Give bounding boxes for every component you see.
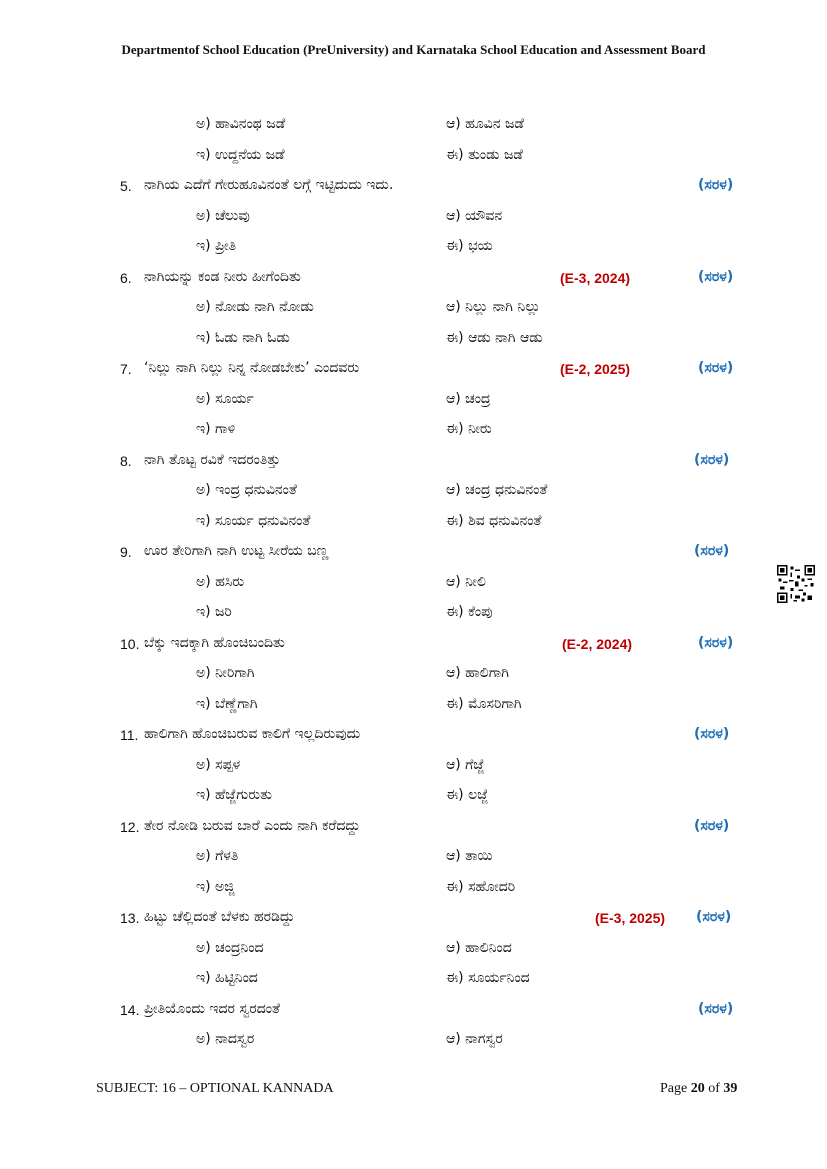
- option: ಅ) ನೀರಿಗಾಗಿ: [196, 665, 255, 681]
- question-text: ಹಿಟ್ಟು ಚೆಲ್ಲಿದಂತೆ ಬೆಳಕು ಹರಡಿದ್ದು: [144, 909, 295, 925]
- difficulty-level: (ಸರಳ): [698, 634, 734, 651]
- question-row: [120, 814, 760, 845]
- option: ಆ) ಗೆಜ್ಜೆ: [446, 756, 485, 773]
- option-row: [120, 1027, 760, 1058]
- option: ಇ) ಬೆಣ್ಣೆಗಾಗಿ: [196, 695, 258, 712]
- question-number: 8.: [120, 452, 132, 469]
- option-row: [120, 387, 760, 418]
- option: ಈ) ಕೆಂಪು: [446, 604, 493, 620]
- question-number: 11.: [120, 727, 139, 743]
- option: ಅ) ಇಂದ್ರ ಧನುವಿನಂತೆ: [196, 482, 297, 498]
- option: ಇ) ಜರಿ: [196, 604, 232, 620]
- question-number: 6.: [120, 269, 132, 286]
- exam-reference: (E-3, 2025): [595, 910, 666, 926]
- difficulty-level: (ಸರಳ): [694, 451, 730, 468]
- option-row: [120, 966, 760, 997]
- difficulty-level: (ಸರಳ): [698, 1000, 734, 1017]
- option-row: [120, 783, 760, 814]
- question-text: ತೇರ ನೋಡಿ ಬರುವ ಬಾರೆ ಎಂದು ನಾಗಿ ಕರೆದದ್ದು: [144, 817, 361, 834]
- page-of: of: [708, 1081, 720, 1096]
- question-text: ‘ನಿಲ್ಲು ನಾಗಿ ನಿಲ್ಲು ನಿನ್ನ ನೋಡಬೇಕು’ ಎಂದವರು: [144, 360, 360, 376]
- option: ಇ) ಅಜ್ಜಿ: [196, 878, 235, 895]
- page-current: 20: [690, 1081, 705, 1096]
- option: ಅ) ನೋಡು ನಾಗಿ ನೋಡು: [196, 299, 314, 315]
- option-row: [120, 417, 760, 448]
- option: ಅ) ಹಸಿರು: [196, 573, 245, 590]
- footer-subject: SUBJECT: 16 – OPTIONAL KANNADA: [96, 1081, 334, 1096]
- question-row: [120, 722, 760, 753]
- question-row: [120, 356, 760, 387]
- option-row: [120, 600, 760, 631]
- option: ಈ) ಸಹೋದರಿ: [446, 878, 516, 895]
- difficulty-level: (ಸರಳ): [694, 817, 730, 834]
- question-text: ಪ್ರೀತಿಯೊಂದು ಇದರ ಸ್ವರದಂತೆ: [144, 1000, 280, 1017]
- option-row: [120, 875, 760, 906]
- question-text: ಊರ ತೇರಿಗಾಗಿ ನಾಗಿ ಉಟ್ಟ ಸೀರೆಯ ಬಣ್ಣ: [144, 543, 329, 559]
- option-row: [120, 478, 760, 509]
- option-row: [120, 570, 760, 601]
- option: ಆ) ಹಾಲಿನಿಂದ: [446, 939, 512, 956]
- option: ಈ) ಸೂರ್ಯನಿಂದ: [446, 970, 530, 986]
- question-text: ಬೆಕ್ಕು ಇದಕ್ಕಾಗಿ ಹೊಂಚಿಬಂದಿತು: [144, 634, 285, 651]
- option: ಅ) ನಾದಸ್ವರ: [196, 1031, 255, 1047]
- option-row: [120, 295, 760, 326]
- option: ಇ) ಓಡು ನಾಗಿ ಓಡು: [196, 329, 290, 346]
- page-prefix: Page: [660, 1081, 688, 1096]
- option: ಅ) ಚೆಲುವು: [196, 207, 250, 224]
- question-number: 5.: [120, 178, 132, 194]
- option: ಅ) ಹಾವಿನಂಥ ಜಡೆ: [196, 116, 286, 132]
- question-row: [120, 265, 760, 296]
- question-row: [120, 997, 760, 1028]
- question-row: [120, 539, 760, 570]
- option: ಆ) ನೀಲಿ: [446, 573, 486, 590]
- option: ಆ) ಯೌವನ: [446, 207, 503, 224]
- option-row: [120, 143, 760, 174]
- option: ಇ) ಗಾಳಿ: [196, 421, 236, 437]
- difficulty-level: (ಸರಳ): [694, 543, 730, 559]
- option: ಇ) ಪ್ರೀತಿ: [196, 238, 237, 254]
- option: ಆ) ಹೂವಿನ ಜಡೆ: [446, 116, 524, 132]
- option-row: [120, 692, 760, 723]
- question-number: 9.: [120, 544, 132, 560]
- page-total: 39: [723, 1081, 738, 1096]
- option: ಇ) ಹಿಟ್ಟಿನಿಂದ: [196, 970, 258, 986]
- option: ಈ) ಭಯ: [446, 238, 493, 254]
- option: ಈ) ತುಂಡು ಜಡೆ: [446, 146, 523, 163]
- question-list: [120, 112, 760, 1058]
- option: ಈ) ನೀರು: [446, 421, 492, 437]
- question-number: 14.: [120, 1001, 140, 1018]
- option: ಇ) ಸೂರ್ಯ ಧನುವಿನಂತೆ: [196, 512, 311, 529]
- option: ಈ) ಶಿವ ಧನುವಿನಂತೆ: [446, 512, 542, 529]
- difficulty-level: (ಸರಳ): [698, 268, 734, 285]
- option: ಅ) ಚಂದ್ರನಿಂದ: [196, 939, 264, 956]
- question-number: 7.: [120, 361, 132, 377]
- exam-reference: (E-2, 2024): [562, 635, 633, 652]
- option: ಈ) ಆಡು ನಾಗಿ ಆಡು: [446, 329, 543, 346]
- option: ಈ) ಲಜ್ಜೆ: [446, 787, 489, 803]
- question-number: 13.: [120, 910, 140, 926]
- option-row: [120, 936, 760, 967]
- option: ಆ) ತಾಯಿ: [446, 848, 493, 864]
- option: ಇ) ಉದ್ದನೆಯ ಜಡೆ: [196, 146, 285, 163]
- option: ಇ) ಹೆಜ್ಜೆಗುರುತು: [196, 787, 272, 803]
- question-text: ನಾಗಿಯನ್ನು ಕಂಡ ನೀರು ಹೀಗೆಂದಿತು: [144, 268, 301, 285]
- option: ಆ) ಚಂದ್ರ: [446, 390, 491, 407]
- question-row: [120, 905, 760, 936]
- option: ಅ) ಗೆಳತಿ: [196, 848, 239, 864]
- exam-reference: (E-2, 2025): [560, 361, 631, 377]
- option: ಆ) ಚಂದ್ರ ಧನುವಿನಂತೆ: [446, 482, 548, 498]
- option: ಈ) ಮೊಸರಿಗಾಗಿ: [446, 695, 522, 712]
- question-row: [120, 448, 760, 479]
- option: ಅ) ಸಪ್ಪಳ: [196, 756, 241, 773]
- exam-reference: (E-3, 2024): [560, 269, 631, 286]
- qr-code-icon[interactable]: [777, 565, 815, 603]
- option-row: [120, 661, 760, 692]
- option-row: [120, 326, 760, 357]
- option-row: [120, 112, 760, 143]
- question-row: [120, 173, 760, 204]
- option-row: [120, 204, 760, 235]
- difficulty-level: (ಸರಳ): [694, 726, 730, 742]
- option-row: [120, 234, 760, 265]
- footer-page-number: [660, 1081, 737, 1097]
- question-number: 12.: [120, 818, 140, 835]
- difficulty-level: (ಸರಳ): [696, 909, 732, 925]
- difficulty-level: (ಸರಳ): [698, 360, 734, 376]
- option-row: [120, 509, 760, 540]
- option: ಅ) ಸೂರ್ಯ: [196, 390, 254, 407]
- question-text: ಹಾಲಿಗಾಗಿ ಹೊಂಚಿಬರುವ ಕಾಲಿಗೆ ಇಲ್ಲದಿರುವುದು: [144, 726, 361, 742]
- option-row: [120, 844, 760, 875]
- difficulty-level: (ಸರಳ): [698, 177, 734, 193]
- question-text: ನಾಗಿ ತೊಟ್ಟ ರವಿಕೆ ಇದರಂತಿತ್ತು: [144, 451, 281, 468]
- question-text: ನಾಗಿಯ ಎದೆಗೆ ಗೇರುಹೂವಿನಂತೆ ಲಗ್ಗೆ ಇಟ್ಟಿದುದು ಇದು.: [144, 177, 394, 193]
- question-number: 10.: [120, 635, 140, 652]
- option: ಆ) ನಾಗಸ್ವರ: [446, 1031, 503, 1047]
- question-row: [120, 631, 760, 662]
- page-header: Departmentof School Education (PreUniversity) and Karnataka School Education and Assessment Board: [121, 42, 706, 57]
- option: ಆ) ನಿಲ್ಲು ನಾಗಿ ನಿಲ್ಲು: [446, 299, 541, 315]
- option-row: [120, 753, 760, 784]
- option: ಆ) ಹಾಲಿಗಾಗಿ: [446, 665, 509, 681]
